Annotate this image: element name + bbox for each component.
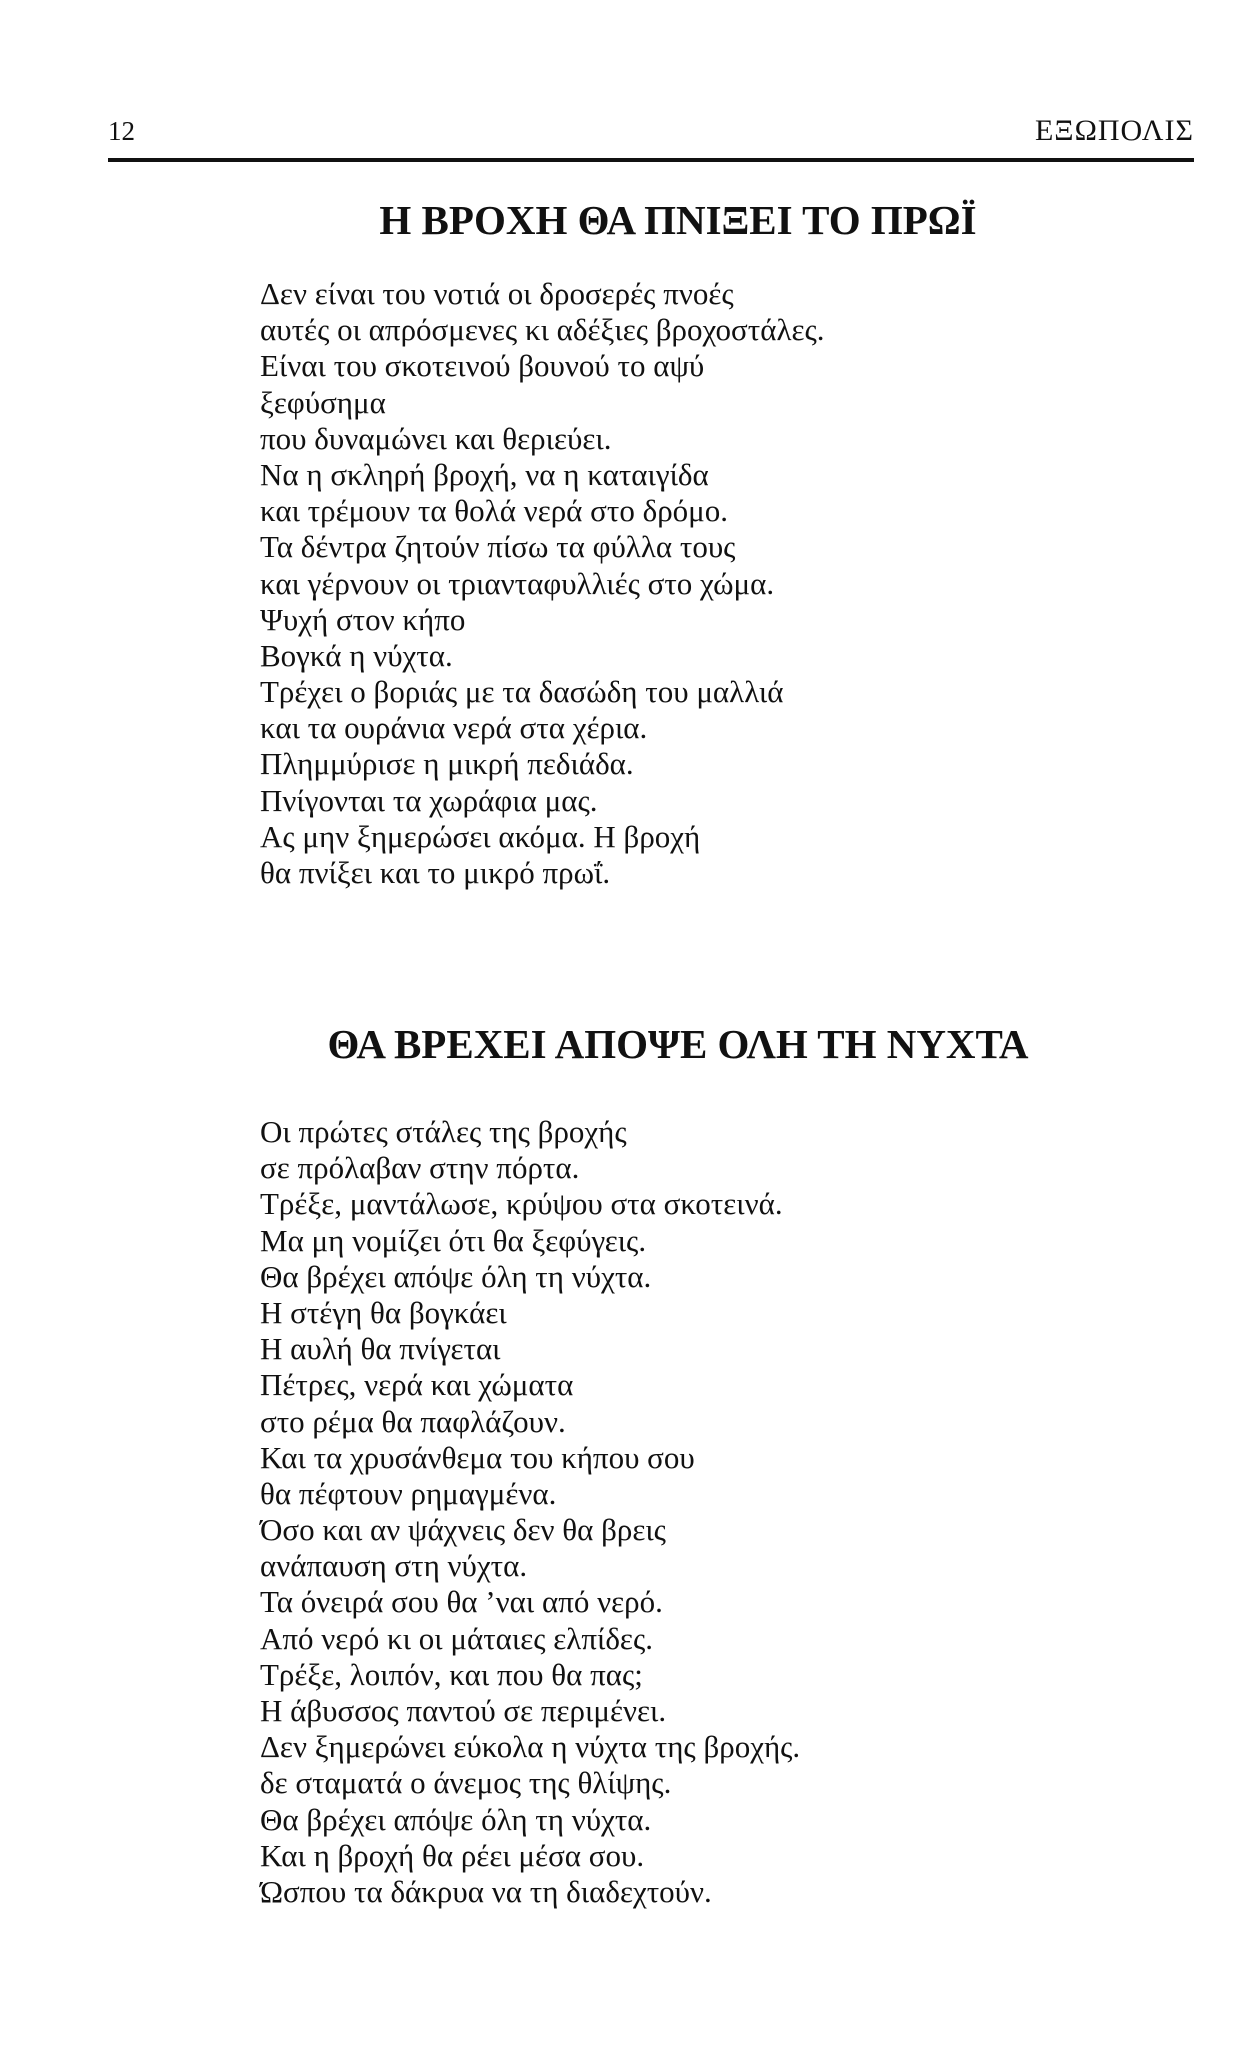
poem-title: ΘΑ ΒΡΕΧΕΙ ΑΠΟΨΕ ΟΛΗ ΤΗ ΝΥΧΤΑ <box>327 1021 1029 1067</box>
poem-line: Θα βρέχει απόψε όλη τη νύχτα. <box>260 1258 652 1294</box>
page-number: 12 <box>108 116 135 146</box>
poem-line: στο ρέμα θα παφλάζουν. <box>260 1403 566 1439</box>
poem-line: Και η βροχή θα ρέει μέσα σου. <box>260 1837 645 1873</box>
poem-line: θα πνίξει και το μικρό πρωΐ. <box>260 855 611 890</box>
poem-line: Ώσπου τα δάκρυα να τη διαδεχτούν. <box>260 1873 712 1909</box>
poem-line: Πλημμύρισε η μικρή πεδιάδα. <box>260 746 634 782</box>
poem-line: αυτές οι απρόσμενες κι αδέξιες βροχοστάλες. <box>260 312 825 348</box>
poem-it-will-rain-all-night <box>260 1018 1080 1910</box>
poem-line: Πνίγονται τα χωράφια μας. <box>260 782 598 818</box>
poem-line: Η στέγη θα βογκάει <box>260 1294 507 1330</box>
poem-line: Όσο και αν ψάχνεις δεν θα βρεις <box>260 1512 666 1548</box>
poem-line: Τρέξε, μαντάλωσε, κρύψου στα σκοτεινά. <box>260 1186 783 1222</box>
poem-line: Ας μην ξημερώσει ακόμα. Η βροχή <box>260 818 701 854</box>
poem-line: και γέρνουν οι τριανταφυλλιές στο χώμα. <box>260 565 775 601</box>
poem-line: και τρέμουν τα θολά νερά στο δρόμο. <box>260 493 729 529</box>
poem-line: ανάπαυση στη νύχτα. <box>260 1548 528 1584</box>
poem-title: Η ΒΡΟΧΗ ΘΑ ΠΝΙΞΕΙ ΤΟ ΠΡΩΪ <box>379 197 977 243</box>
poem-line: σε πρόλαβαν στην πόρτα. <box>260 1150 580 1186</box>
poem-line: Οι πρώτες στάλες της βροχής <box>260 1114 627 1149</box>
poem-line: Η άβυσσος παντού σε περιμένει. <box>260 1693 667 1728</box>
poem-lines <box>260 1114 1080 1910</box>
poem-line: και τα ουράνια νερά στα χέρια. <box>260 710 648 746</box>
poem-line: που δυναμώνει και θεριεύει. <box>260 420 612 456</box>
poem-line: ξεφύσημα <box>260 384 386 420</box>
poem-lines <box>260 276 1080 891</box>
poem-line: θα πέφτουν ρημαγμένα. <box>260 1475 557 1511</box>
poem-line: Θα βρέχει απόψε όλη τη νύχτα. <box>260 1801 652 1837</box>
poem-line: Από νερό κι οι μάταιες ελπίδες. <box>260 1620 653 1656</box>
poem-line: Τα δέντρα ζητούν πίσω τα φύλλα τους <box>260 529 736 565</box>
book-title: ΕΞΩΠΟΛΙΣ <box>1034 114 1194 147</box>
poem-line: Δεν ξημερώνει εύκολα η νύχτα της βροχής. <box>260 1729 801 1765</box>
running-head <box>108 112 1194 152</box>
poem-line: Να η σκληρή βροχή, να η καταιγίδα <box>260 456 709 492</box>
poem-line: Βογκά η νύχτα. <box>260 637 453 673</box>
poem-line: Πέτρες, νερά και χώματα <box>260 1367 574 1403</box>
poem-line: Δεν είναι του νοτιά οι δροσερές πνοές <box>260 276 734 311</box>
poem-line: Μα μη νομίζει ότι θα ξεφύγεις. <box>260 1222 647 1258</box>
poem-line: Τα όνειρά σου θα ’ναι από νερό. <box>260 1584 663 1620</box>
poem-line: Και τα χρυσάνθεμα του κήπου σου <box>260 1439 695 1475</box>
poem-line: Τρέξε, λοιπόν, και που θα πας; <box>260 1656 643 1692</box>
poem-line: Τρέχει ο βοριάς με τα δασώδη του μαλλιά <box>260 674 784 710</box>
poem-line: Είναι του σκοτεινού βουνού το αψύ <box>260 348 705 384</box>
poem-line: δε σταματά ο άνεμος της θλίψης. <box>260 1765 672 1801</box>
header-rule <box>108 158 1194 162</box>
poem-line: Η αυλή θα πνίγεται <box>260 1331 501 1367</box>
poem-rain-will-drown-morning <box>260 194 1080 891</box>
poem-line: Ψυχή στον κήπο <box>260 601 466 637</box>
